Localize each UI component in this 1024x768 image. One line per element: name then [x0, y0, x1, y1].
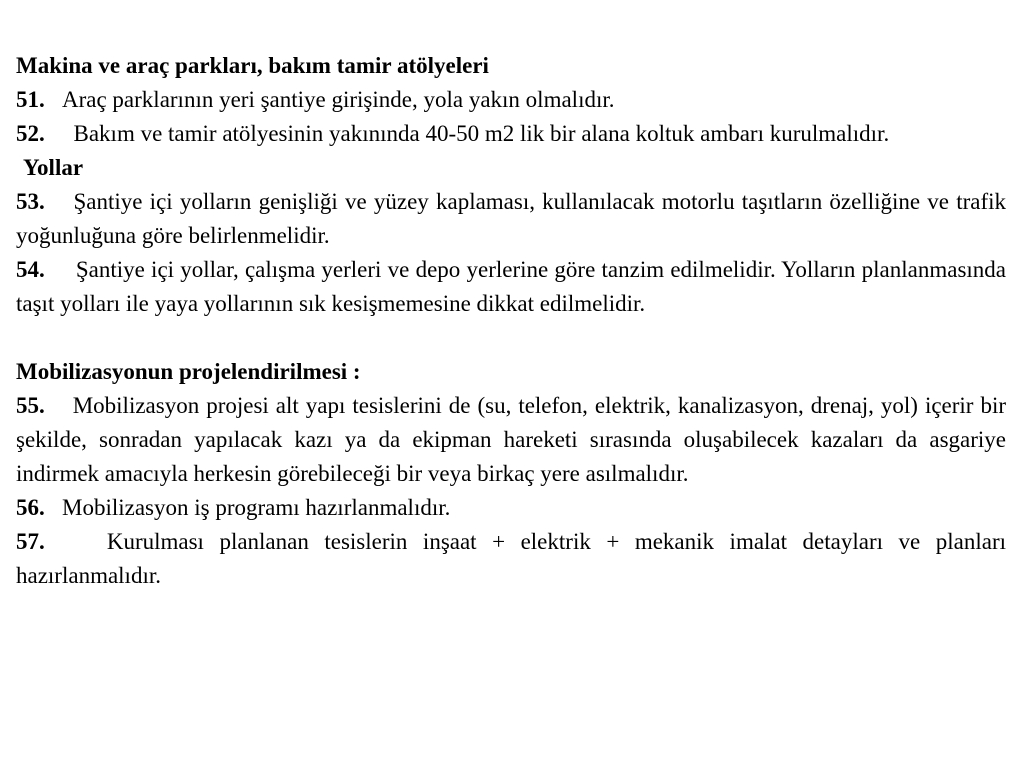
list-item-53: [16, 185, 1006, 253]
item-text: Kurulması planlanan tesislerin inşaat + elektrik + mekanik imalat detayları ve planları hazırlanmalıdır.: [16, 529, 1006, 588]
item-text: Mobilizasyon projesi alt yapı tesislerini de (su, telefon, elektrik, kanalizasyon, drenaj, yol) içerir bir şekilde, sonradan yapılacak kazı ya da ekipman hareketi sırasında oluşabilecek kazaları da asgariye indirmek amacıyla herkesin görebileceği bir veya birkaç yere asılmalıdır.: [16, 393, 1007, 486]
item-number: 52.: [16, 121, 45, 146]
list-item-56: [16, 491, 1006, 525]
item-text: Şantiye içi yollar, çalışma yerleri ve depo yerlerine göre tanzim edilmelidir. Yolların planlanmasında taşıt yolları ile yaya yollarının sık kesişmemesine dikkat edilmelidir.: [16, 257, 1006, 316]
list-item-55: [16, 389, 1006, 491]
item-text: Bakım ve tamir atölyesinin yakınında 40-50 m2 lik bir alana koltuk ambarı kurulmalıdır.: [73, 121, 890, 146]
item-number: 57.: [16, 529, 45, 554]
document-body: [16, 49, 1006, 593]
item-number: 53.: [16, 189, 45, 214]
list-item-54: [16, 253, 1006, 321]
item-number: 56.: [16, 495, 45, 520]
section-heading-roads: Yollar: [23, 155, 84, 180]
section-heading-machine-parks: Makina ve araç parkları, bakım tamir atölyeleri: [16, 53, 489, 78]
list-item-57: [16, 525, 1006, 593]
item-number: 54.: [16, 257, 45, 282]
item-text: Mobilizasyon iş programı hazırlanmalıdır.: [62, 495, 451, 520]
list-item-51: [16, 83, 1006, 117]
section-heading-mobilization: Mobilizasyonun projelendirilmesi :: [16, 359, 361, 384]
item-number: 55.: [16, 393, 45, 418]
item-number: 51.: [16, 87, 45, 112]
list-item-52: [16, 117, 1006, 151]
item-text: Şantiye içi yolların genişliği ve yüzey kaplaması, kullanılacak motorlu taşıtların özelliğine ve trafik yoğunluğuna göre belirlenmelidir.: [16, 189, 1006, 248]
spacer: [16, 321, 1006, 355]
item-text: Araç parklarının yeri şantiye girişinde, yola yakın olmalıdır.: [62, 87, 615, 112]
